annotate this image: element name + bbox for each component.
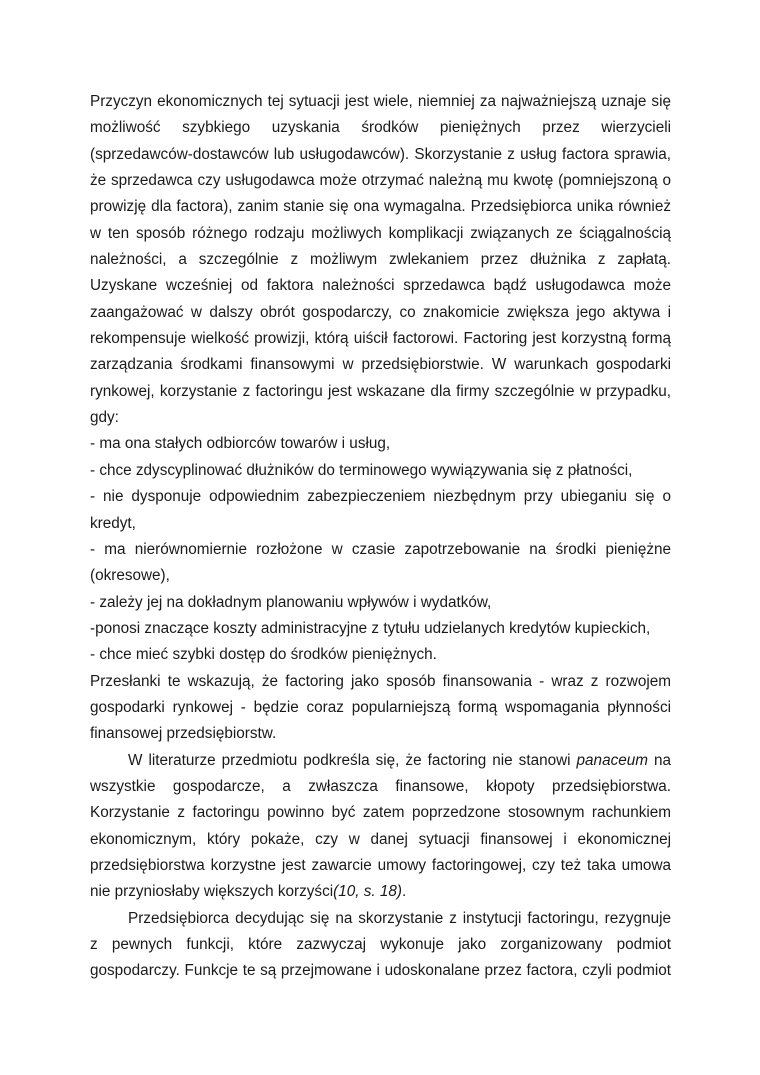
text-line (90, 563, 671, 589)
text-line (90, 221, 671, 247)
text-line (90, 932, 671, 958)
text-line (90, 431, 671, 457)
text-segment: gospodarczy. Funkcje te są przejmowane i udoskonalane przez factora, czyli podmiot (90, 962, 671, 980)
text-line (90, 879, 671, 905)
text-line (90, 273, 671, 299)
text-line (90, 458, 671, 484)
text-segment: - zależy jej na dokładnym planowaniu wpływów i wydatków, (90, 593, 492, 611)
text-segment: prowizję dla factora), zanim stanie się ona wymagalna. Przedsiębiorca unika również (90, 198, 671, 216)
text-segment: nie przyniosłaby większych korzyści (90, 883, 334, 901)
text-line (90, 89, 671, 115)
text-line (90, 748, 671, 774)
text-line (90, 379, 671, 405)
text-line (90, 115, 671, 141)
text-segment: W literaturze przedmiotu podkreśla się, że factoring nie stanowi (128, 751, 577, 769)
text-segment: możliwość szybkiego uzyskania środków pieniężnych przez wierzycieli (90, 119, 671, 137)
text-line (90, 537, 671, 563)
text-segment: - ma nierównomiernie rozłożone w czasie zapotrzebowanie na środki pieniężne (90, 540, 671, 558)
text-segment: rynkowej, korzystanie z factoringu jest wskazane dla firmy szczególnie w przypadku, (90, 382, 671, 400)
italic-text: panaceum (576, 751, 648, 769)
text-segment: - chce mieć szybki dostęp do środków pieniężnych. (90, 646, 437, 664)
text-line (90, 642, 671, 668)
text-segment: finansowej przedsiębiorstw. (90, 725, 277, 743)
text-line (90, 590, 671, 616)
text-line (90, 484, 671, 510)
text-segment: gdy: (90, 409, 119, 427)
text-line (90, 511, 671, 537)
text-line (90, 194, 671, 220)
text-segment: - chce zdyscyplinować dłużników do terminowego wywiązywania się z płatności, (90, 461, 633, 479)
text-line (90, 247, 671, 273)
text-segment: zarządzania środkami finansowymi w przedsiębiorstwie. W warunkach gospodarki (90, 356, 671, 374)
text-line (90, 853, 671, 879)
text-segment: Przyczyn ekonomicznych tej sytuacji jest wiele, niemniej za najważniejszą uznaje się (90, 93, 671, 110)
text-line (90, 721, 671, 747)
text-segment: kredyt, (90, 514, 136, 532)
text-segment: rekompensuje wielkość prowizji, którą uiścił factorowi. Factoring jest korzystną formą (90, 330, 671, 348)
text-line (90, 958, 671, 984)
text-line (90, 906, 671, 932)
text-line (90, 800, 671, 826)
italic-text: (10, s. 18) (333, 883, 403, 901)
text-segment: Uzyskane wcześniej od faktora należności sprzedawca bądź usługodawca może (90, 277, 671, 295)
text-segment: - ma ona stałych odbiorców towarów i usług, (90, 435, 391, 453)
text-segment: Przedsiębiorca decydując się na skorzystanie z instytucji factoringu, rezygnuje (128, 909, 671, 927)
text-segment: (sprzedawców-dostawców lub usługodawców). Skorzystanie z usług factora sprawia, (90, 145, 671, 163)
text-line (90, 326, 671, 352)
text-line (90, 827, 671, 853)
text-segment: (okresowe), (90, 567, 170, 585)
text-line (90, 168, 671, 194)
text-segment: z pewnych funkcji, które zazwyczaj wykonuje jako zorganizowany podmiot (90, 936, 671, 953)
text-line (90, 300, 671, 326)
text-line (90, 616, 671, 642)
text-segment: . (402, 883, 407, 901)
text-segment: gospodarki rynkowej - będzie coraz popularniejszą formą wspomagania płynności (90, 698, 671, 716)
text-segment: w ten sposób różnego rodzaju możliwych komplikacji związanych ze ściągalnością (90, 224, 671, 242)
text-segment: na (647, 751, 671, 769)
text-line (90, 774, 671, 800)
text-segment: przedsiębiorstwa korzystne jest zawarcie umowy factoringowej, czy też taka umowa (90, 856, 671, 874)
text-segment: należności, a szczególnie z możliwym zwlekaniem przez dłużnika z zapłatą. (90, 251, 671, 269)
text-segment: wszystkie gospodarcze, a zwłaszcza finansowe, kłopoty przedsiębiorstwa. (90, 777, 671, 795)
text-line (90, 669, 671, 695)
text-line (90, 142, 671, 168)
text-segment: Przesłanki te wskazują, że factoring jako sposób finansowania - wraz z rozwojem (90, 672, 671, 690)
text-segment: -ponosi znaczące koszty administracyjne z tytułu udzielanych kredytów kupieckich, (90, 619, 651, 637)
text-line (90, 352, 671, 378)
document-page (90, 89, 671, 985)
text-segment: - nie dysponuje odpowiednim zabezpieczeniem niezbędnym przy ubieganiu się o (90, 488, 671, 506)
text-line (90, 695, 671, 721)
text-segment: Korzystanie z factoringu powinno być zatem poprzedzone stosownym rachunkiem (90, 804, 671, 822)
text-line (90, 405, 671, 431)
text-segment: zaangażować w dalszy obrót gospodarczy, co znakomicie zwiększa jego aktywa i (90, 303, 671, 321)
text-segment: ekonomicznym, który pokaże, czy w danej sytuacji finansowej i ekonomicznej (90, 830, 671, 848)
text-segment: że sprzedawca czy usługodawca może otrzymać należną mu kwotę (pomniejszoną o (90, 172, 671, 190)
